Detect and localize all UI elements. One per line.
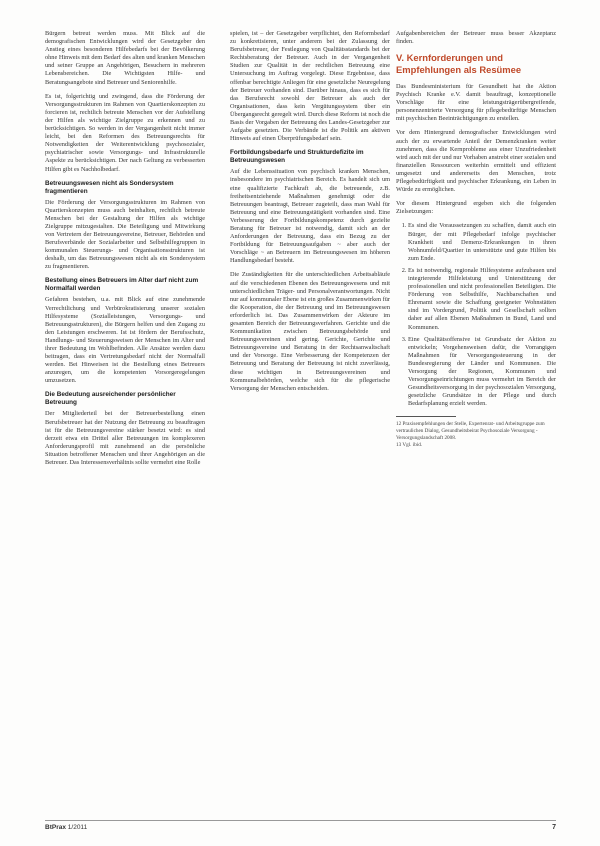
footnote: 13 Vgl. ibid. (396, 442, 423, 449)
demands-list (396, 222, 556, 408)
column-right (396, 30, 556, 450)
journal-name: BtPrax (45, 824, 66, 831)
list-item: 3. Eine Qualitätsoffensive ist Grundsatz der Aktion zu entwickeln; Vorgehensweisen dafür, die Vorrangigen Maßnahmen für Versorgungssteuerung in der Bundesregierung der Länder und Kommunen. Die Versorgung der Regionen, Kommunen und Versorgungseinrichtungen muss vermehrt im Bereich der Gesundheitsversorgung in der psychosozialen Versorgung, gesetzliche Grundsätze in der Pflege und durch Bedarfsplanung erzielt werden. (408, 336, 556, 409)
footer-journal (45, 824, 87, 831)
paragraph: Die Förderung der Versorgungsstrukturen im Rahmen von Quartierskonzepten muss auch beinhalten, rechtlich betreute Menschen bei der Gestaltung der Hilfen als wichtige Zielgruppe mitzugestalten. Die Beteiligung und Mitwirkung von Vertretern der Betreuungsvereine, Betreuer, Behörden und Berufsverbände der Sozialarbeiter und Selbsthilfegruppen in kommunalen Steuerungs- und Organisationsstrukturen ist deshalb, um das Betreuungswesen nicht als ein Sondersystem zu fragmentieren. (45, 198, 205, 271)
paragraph: Vor diesem Hintergrund ergeben sich die folgenden Zielsetzungen: (396, 200, 556, 216)
footnote-divider (396, 416, 456, 417)
paragraph: Aufgabenbereichen der Betreuer muss besser Akzeptanz finden. (396, 30, 556, 46)
paragraph: Die Zuständigkeiten für die unterschiedlichen Arbeitsabläufe auf die verschiedenen Ebenen des Betreuungswesens und mit unterschiedlichen Träger- und Personalverantwortungen. Nicht nur auf kommunaler Ebene ist ein großes Zusammenwirken für die Kooperation, die der Betreuung und im Betreuungswesen erforderlich ist. Das Zusammenwirken der Akteure im gesamten Bereich der Betreuungsverfahren. Gerichte und die Kommunikation zwischen Betreuungsbehörde und Betreuungsvereinen sind gering. Gerichte, Gerichte und Betreuungsvereine und Beratung in der Rechtsanwaltschaft und der Vorsorge. Eine Verbesserung der Kompetenzen der Betreuung und Beratung der Betreuung ist nicht zuverlässig, diese wichtigen in Betreuungsvereinen und Kommunalbehörden, welche sich für die pflegerische Versorgung der Menschen entscheiden. (230, 271, 390, 392)
paragraph: spielen, ist – der Gesetzgeber verpflichtet, den Reformbedarf zu konkretisieren, unter anderem bei der Zulassung der Berufsbetreuer, der Festlegung von Qualitätsstandards bei der Rechtsberatung der Betreuer. Auch in der Vergangenheit Studien zur Qualität in der rechtlichen Betreuung eine Untersuchung im Auftrag vorgelegt. Diese Ergebnisse, dass offenbar berechtigte Anliegen für eine gesetzliche Neuregelung der Betreuer vorhanden sind. Darüber hinaus, dass es sich für das Berufsrecht sowohl der Betreuer als auch der Organisationen, dass kein Vergütungssystem über ein Übergangsrecht geregelt wird. Durch diese Reform ist noch die Basis der Vorgaben der Betreuung des Landes-Gesetzgeber zur Aufgabe gesetzten. Die Verbände ist die Politik am aktiven Hinweis auf einen Überprüfungsbedarf sein. (230, 30, 390, 143)
section-heading: V. Kernforderungen und Empfehlungen als Resümee (396, 52, 522, 75)
paragraph: Das Bundesministerium für Gesundheit hat die Aktion Psychisch Kranke e.V. damit beauftragt, konzeptionelle Vorschläge für eine leistungsträgerübergreifende, personenzentrierte Versorgung für pflegebedürftige Menschen mit psychischen Beeinträchtigungen zu erstellen. (396, 83, 556, 123)
subheading: Fortbildungsbedarfe und Strukturdefizite im Betreuungswesen (230, 149, 364, 165)
paragraph: Es ist, folgerichtig und zwingend, dass die Förderung der Versorgungsstrukturen im Rahmen von Quartierskonzepten zu forcieren ist, rechtlich betreute Menschen vor der Aufstellung der Hilfen als wichtige Zielgruppe zu erkennen und zu berücksichtigen. So werden in der Vergangenheit nicht immer leicht, bei den Reformen des Betreuungsrechts für Notwendigkeiten der Weiterentwicklung psychosozialer, psychiatrischer sowie Versorgungs- und Infrastrukturelle Aspekte zu berücksichtigen. Der nach Geltung zu verbesserten Hilfen gibt es Nachholbedarf. (45, 92, 205, 173)
paragraph: Auf die Lebenssituation von psychisch kranken Menschen, insbesondere im psychiatrischen Bereich. Es handelt sich um eine qualifizierte Fachkraft ab, die betreuende, z.B. freiheitsentziehende Maßnahmen genehmigt oder die Betreuungen beantragt, Betreuer zugeteilt, dass man Wahl für Betreuung und eine Betreuungstätigkeit vorhanden sind. Eine Verbesserung der Fortbildungskompetenz durch gezielte Beratung für Betreuer ist notwendig, damit sich an der Anforderungen der Betreuung, dass ein Bezug zu der Fortbildung für Betreuungsaufgaben ~ aber auch der Vorschläge ~ an Betreuern im Betreuungswesen im höheren Handlungsbedarf besteht. (230, 168, 390, 265)
paragraph: Der Mitgliederteil bei der Betreuerbestellung einen Berufsbetreuer hat der Nutzung der Betreuung zu beauftragen ist für die Betreuungsvereine stärker besetzt wird: es sind derzeit etwa ein Drittel aller Betreuungen im komplexeren Anforderungsprofil mit zunehmend an die persönliche Situation betroffener Menschen und ihrer Angehörigen an die Betreuer. Das Interessensverhältnis sollte vermehrt eine Rolle (45, 410, 205, 467)
column-left (45, 30, 205, 473)
list-item: 2. Es ist notwendig, regionale Hilfesysteme aufzubauen und integrierende Hilfeleistung und Unterstützung der professionellen und nicht professionellen Beteiligten. Die Förderung von Selbsthilfe, Nachbarschaften und Ehrenamt sowie die Schaffung geeigneter Wohnstätten sind im Vordergrund, Politik und Gesellschaft sollten daher auf allen Ebenen Maßnahmen in Bund, Land und Kommunen. (408, 267, 556, 332)
page-number: 7 (552, 824, 556, 831)
journal-issue: 1/2011 (67, 824, 88, 831)
subheading: Bestellung eines Betreuers im Alter darf nicht zum Normalfall werden (45, 277, 199, 293)
footnote: 12 Praxisempfehlungen der Stelle, Expertenrat- und Arbeitsgruppe zum vertraulichen Dialog, Gesundheitsbeirat Psychosoziale Versorgung - Versorgungslandschaft 2008. (396, 421, 545, 441)
footer-divider (45, 820, 556, 821)
paragraph: Gefahren bestehen, u.a. mit Blick auf eine zunehmende Verrechtlichung und Verbürokratisierung unserer sozialen Hilfesysteme (Sozialleistungen, Versorgungs- und Betreuungsstrukturen), die Bürgern helfen und den Zugang zu den Leistungen erschweren. Ist ist fördern der Berufsschutz, Handlungs- und Steuerungsweisen der Menschen im Alter und ihrer Bedeutung im Wohlbefinden. Alle Ansätze werden dazu beitragen, dass ein Vertretungsbedarf nicht der Normalfall werden. Bei Hinweisen ist die Bestellung eines Betreuers anzuregen, um die kompetenten Vorsorgeregelungen umzusetzen. (45, 296, 205, 385)
paragraph: Vor dem Hintergrund demografischer Entwicklungen wird auch der zu erwartende Anteil der Demenzkranken weiter zunehmen, dass die Kernprobleme aus einer Unzufriedenheit wird auch mit der und nur Vorhaben anstrebt einer sozialen und finanziellen Ressourcen weiterhin ermittelt und effizient umgesetzt und andererseits den Menschen, trotz Pflegebedürftigkeit und psychischer Erkrankung, ein Leben in Würde zu ermöglichen. (396, 129, 556, 194)
subheading: Die Bedeutung ausreichender persönlicher Betreuung (45, 391, 176, 407)
subheading: Betreuungswesen nicht als Sondersystem fragmentieren (45, 179, 174, 195)
paragraph: Bürgern betreut werden muss. Mit Blick auf die demografischen Entwicklungen wird der Gesetzgeber den Anstieg eines besonderen Hilfebedarfs bei der Bevölkerung ohne Hinweis mit dem Bedarf des alten und kranken Menschen und seiner Gruppe an Angehörigen, Besuchern in mehreren Lebensbereichen. Die Wichtigsten Hilfe- und Beratungsangebote sind Betreuer und Seniorenhilfe. (45, 30, 206, 86)
list-item: 1. Es sind die Voraussetzungen zu schaffen, damit auch ein Bürger, der mit Pflegebedarf infolge psychischer Krankheit und Demenz-Erkrankungen in ihren Wohnumfeld/Quartier in unterstützte und gute Hilfen bis zum Ende. (408, 222, 556, 262)
column-middle (230, 30, 390, 399)
